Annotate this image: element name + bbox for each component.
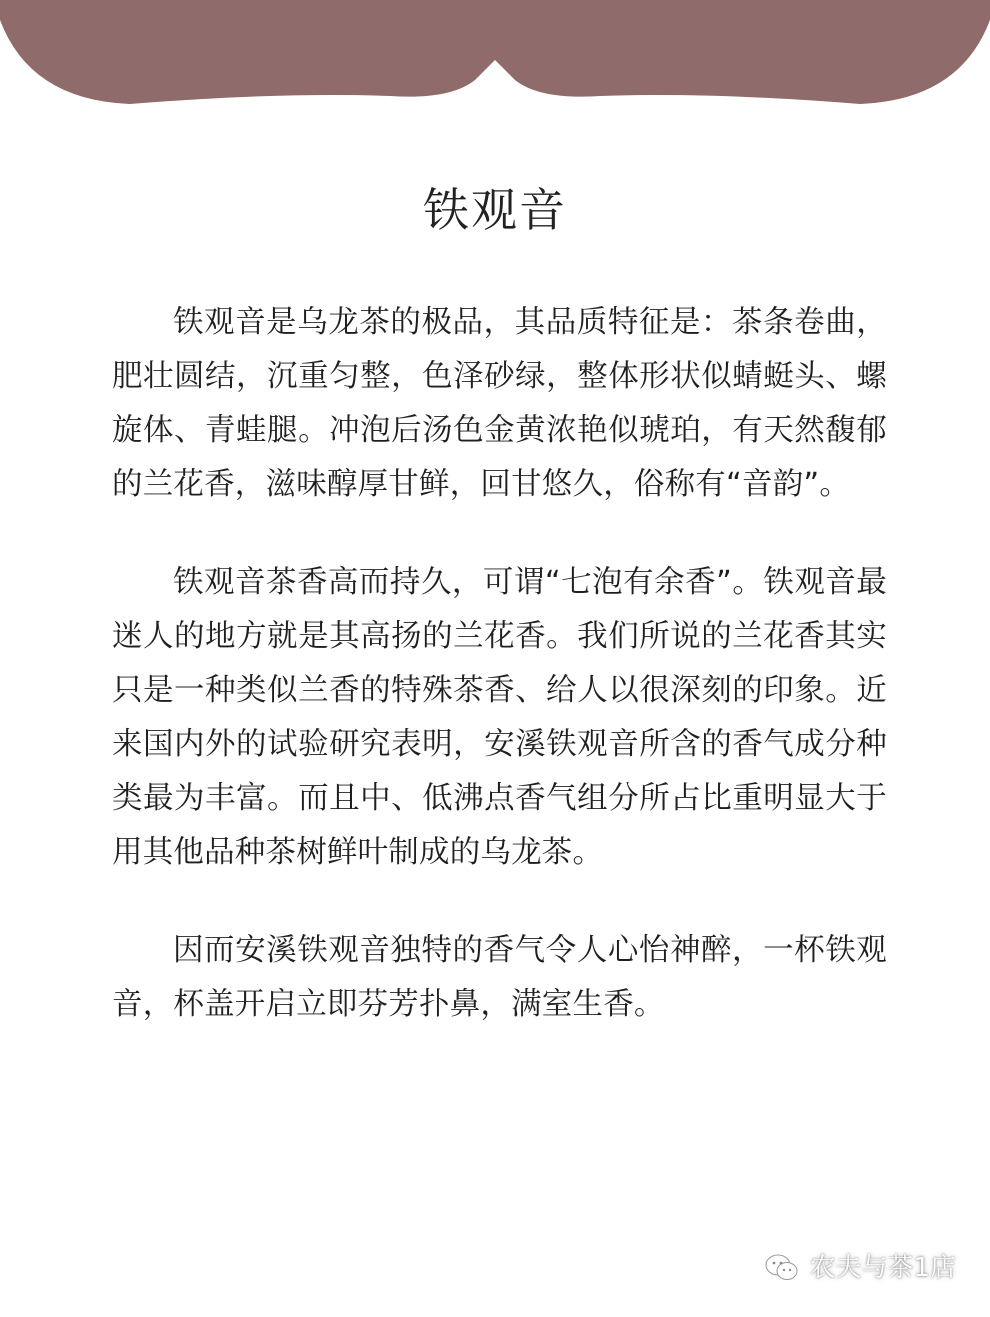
watermark-text: 农夫与茶1店 [809,1253,956,1283]
watermark [765,1253,956,1283]
wechat-icon [765,1254,799,1282]
decorative-top-banner [0,0,990,130]
paragraph-1: 铁观音是乌龙茶的极品，其品质特征是：茶条卷曲，肥壮圆结，沉重匀整，色泽砂绿，整体形状似蜻蜓头、螺旋体、青蛙腿。冲泡后汤色金黄浓艳似琥珀，有天然馥郁的兰花香，滋味醇厚甘鲜，回甘悠久，俗称有“音韵”。 [112,305,887,502]
banner-wave-shape [0,0,990,104]
article-title: 铁观音 [423,183,567,237]
article-body [112,296,887,1076]
paragraph-2: 铁观音茶香高而持久，可谓“七泡有余香”。铁观音最迷人的地方就是其高扬的兰花香。我们所说的兰花香其实只是一种类似兰香的特殊茶香、给人以很深刻的印象。近来国内外的试验研究表明，安溪铁观音所含的香气成分种类最为丰富。而且中、低沸点香气组分所占比重明显大于用其他品种茶树鲜叶制成的乌龙茶。 [112,565,887,870]
paragraph-3: 因而安溪铁观音独特的香气令人心怡神醉，一杯铁观音，杯盖开启立即芬芳扑鼻，满室生香。 [112,933,887,1022]
